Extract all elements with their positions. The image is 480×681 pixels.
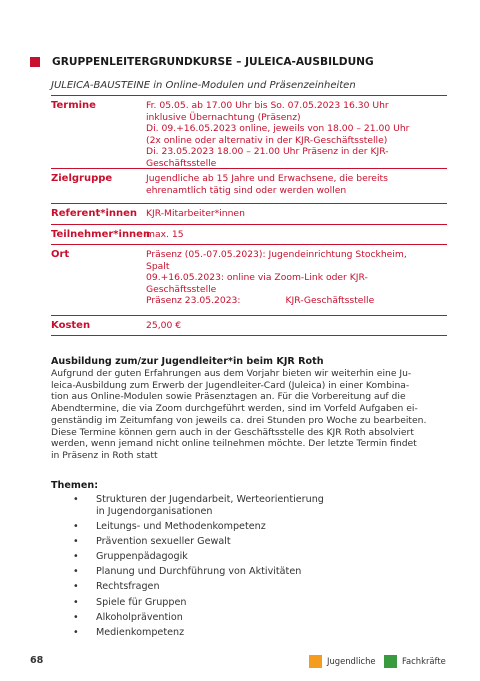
list-item	[51, 566, 447, 578]
list-item	[51, 581, 447, 593]
paragraph-line: tion aus Online-Modulen sowie Präsenztagen an. Für die Vorbereitung auf die	[51, 391, 406, 403]
termine-line: (2x online oder alternativ in der KJR-Geschäftsstelle)	[146, 134, 388, 146]
description-section	[51, 356, 447, 462]
referent-line: KJR-Mitarbeiter*innen	[146, 208, 245, 219]
ort-last-left: Präsenz 23.05.2023:	[146, 295, 241, 307]
red-square-marker	[30, 57, 40, 67]
green-swatch-icon	[384, 655, 397, 668]
theme-text: Gruppenpädagogik	[96, 551, 188, 563]
theme-text: Strukturen der Jugendarbeit, Werteorientierung	[96, 494, 324, 505]
bullet-icon: •	[73, 536, 79, 548]
theme-text: Alkoholprävention	[96, 611, 183, 623]
list-item	[51, 521, 447, 533]
theme-text: in Jugendorganisationen	[96, 506, 213, 517]
themes-section	[51, 480, 447, 642]
zielgruppe-line: ehrenamtlich tätig sind oder werden wollen	[146, 184, 347, 196]
termine-line: inklusive Übernachtung (Präsenz)	[146, 111, 301, 123]
row-zielgruppe	[51, 168, 447, 203]
bullet-icon: •	[73, 611, 79, 623]
paragraph-line: in Präsenz in Roth statt	[51, 449, 158, 461]
ort-line: Geschäftsstelle	[146, 283, 217, 295]
ort-line: Spalt	[146, 260, 170, 272]
bullet-icon: •	[73, 626, 79, 638]
zielgruppe-value	[146, 173, 446, 196]
list-item	[51, 494, 447, 518]
list-item	[51, 536, 447, 548]
row-termine	[51, 95, 447, 168]
referent-value	[146, 208, 446, 220]
theme-text: Planung und Durchführung von Aktivitäten	[96, 566, 302, 578]
bullet-icon: •	[73, 521, 79, 533]
theme-text: Rechtsfragen	[96, 581, 160, 593]
row-teilnehmer	[51, 224, 447, 244]
list-item	[51, 597, 447, 609]
kosten-line: 25,00 €	[146, 320, 182, 331]
page-subtitle: JULEICA-BAUSTEINE in Online-Modulen und Präsenzeinheiten	[51, 80, 356, 91]
legend-label: Jugendliche	[327, 656, 376, 666]
page-title: GRUPPENLEITERGRUNDKURSE – JULEICA-AUSBILDUNG	[52, 56, 374, 68]
ort-line: 09.+16.05.2023: online via Zoom-Link oder KJR-	[146, 272, 368, 284]
zielgruppe-label: Zielgruppe	[51, 173, 113, 184]
termine-line: Geschäftsstelle	[146, 157, 217, 169]
bullet-icon: •	[73, 596, 79, 608]
teilnehmer-label: Teilnehmer*innen	[51, 229, 151, 240]
termine-value	[146, 100, 446, 170]
list-item	[51, 551, 447, 563]
row-ort	[51, 244, 447, 315]
info-table	[51, 95, 447, 336]
kosten-value	[146, 320, 446, 332]
list-item	[51, 612, 447, 624]
bullet-icon: •	[73, 566, 79, 578]
ort-last-right: KJR-Geschäftsstelle	[285, 295, 375, 307]
paragraph-line: Diese Termine können gern auch in der Geschäftsstelle des KJR Roth absolviert	[51, 426, 414, 438]
paragraph-line: genständig im Zeitumfang von jeweils ca. drei Stunden pro Woche zu bearbeiten.	[51, 414, 427, 426]
section-heading: Ausbildung zum/zur Jugendleiter*in beim KJR Roth	[51, 356, 324, 367]
theme-text: Spiele für Gruppen	[96, 596, 187, 608]
page-number: 68	[30, 655, 44, 666]
bullet-icon: •	[73, 581, 79, 593]
teilnehmer-line: max. 15	[146, 229, 184, 240]
themes-list	[51, 494, 447, 639]
section-paragraph	[51, 368, 447, 462]
title-row	[30, 57, 450, 71]
referent-label: Referent*innen	[51, 208, 138, 219]
teilnehmer-value	[146, 229, 446, 241]
ort-value	[146, 249, 446, 307]
legend-label: Fachkräfte	[402, 656, 446, 666]
termine-label: Termine	[51, 100, 96, 111]
theme-text: Leitungs- und Methodenkompetenz	[96, 521, 266, 533]
theme-text: Prävention sexueller Gewalt	[96, 536, 231, 548]
ort-line: Präsenz (05.-07.05.2023): Jugendeinrichtung Stockheim,	[146, 249, 407, 260]
row-referent	[51, 203, 447, 224]
theme-text: Medienkompetenz	[96, 626, 185, 638]
termine-line: Fr. 05.05. ab 17.00 Uhr bis So. 07.05.2023 16.30 Uhr	[146, 100, 389, 111]
bullet-icon: •	[73, 494, 79, 505]
termine-line: Di. 09.+16.05.2023 online, jeweils von 18.00 – 21.00 Uhr	[146, 123, 410, 135]
row-kosten	[51, 315, 447, 336]
bullet-icon: •	[73, 551, 79, 563]
zielgruppe-line: Jugendliche ab 15 Jahre und Erwachsene, die bereits	[146, 173, 388, 184]
paragraph-line: Abendtermine, die via Zoom durchgeführt werden, sind im Vorfeld Aufgaben ei-	[51, 403, 418, 415]
paragraph-line: Aufgrund der guten Erfahrungen aus dem Vorjahr bieten wir weiterhin eine Ju-	[51, 368, 412, 379]
paragraph-line: werden, wenn jemand nicht online teilnehmen möchte. Der letzte Termin findet	[51, 438, 417, 450]
list-item	[51, 627, 447, 639]
kosten-label: Kosten	[51, 320, 91, 331]
themes-heading: Themen:	[51, 480, 99, 491]
paragraph-line: leica-Ausbildung zum Erwerb der Jugendleiter-Card (Juleica) in einer Kombina-	[51, 379, 410, 391]
ort-label: Ort	[51, 249, 70, 260]
orange-swatch-icon	[309, 655, 322, 668]
ort-line-last	[146, 295, 446, 307]
termine-line: Di. 23.05.2023 18.00 – 21.00 Uhr Präsenz in der KJR-	[146, 146, 389, 158]
